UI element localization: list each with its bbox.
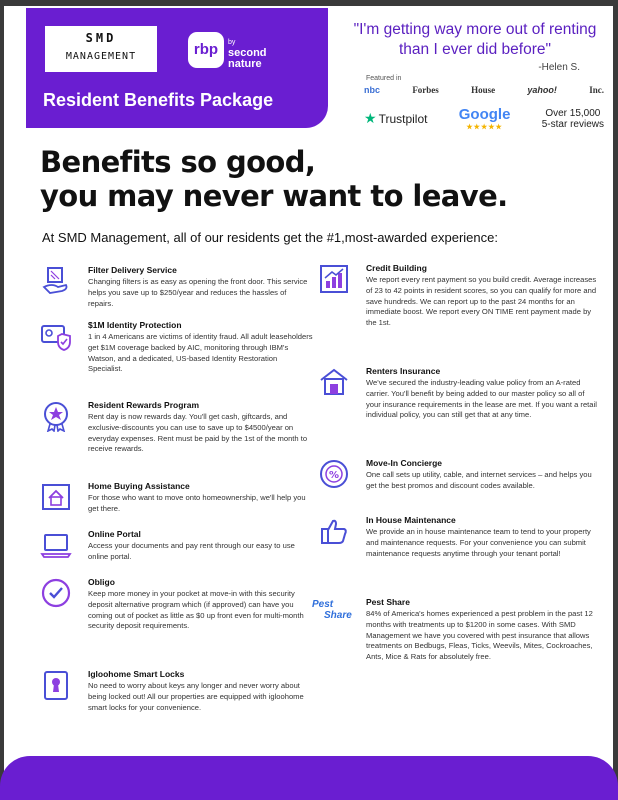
benefit-description: 84% of America's homes experienced a pest problem in the past 12 months with treatments up to $1200 in some cases. With SMD Management we have you covered with pest insurance that allows treatments on Bedbugs, Fleas, Ticks, Weevils, Mites, Cockroaches, Ants, Mice & Rats for absolutely free. — [366, 609, 593, 662]
home-buying-icon — [40, 481, 72, 513]
benefit-title: Igloohome Smart Locks — [88, 669, 185, 679]
partner-name-line2: nature — [228, 58, 262, 70]
reviews-count — [542, 108, 604, 130]
benefit-title: Home Buying Assistance — [88, 481, 190, 491]
trustpilot-logo — [364, 110, 427, 127]
rewards-badge-icon — [40, 400, 72, 432]
press-logo-nbc: nbc — [364, 85, 381, 95]
benefit-title: Move-In Concierge — [366, 458, 443, 468]
benefit-description: Changing filters is as easy as opening the front door. This service helps you save up to $250/year and reduces the hassles of repairs. — [88, 277, 308, 308]
benefit-description: Access your documents and pay rent through our easy to use online portal. — [88, 541, 295, 561]
benefit-title: Credit Building — [366, 263, 427, 273]
reviews-line2: 5-star reviews — [541, 118, 604, 130]
benefit-description: We provide an in house maintenance team to tend to your property and maintenance requests. For your convenience you can submit maintenance requests anytime through your tenant portal! — [366, 527, 591, 558]
trustpilot-star-icon: ★ — [364, 110, 377, 126]
subheadline: At SMD Management, all of our residents get the #1,most-awarded experience: — [42, 230, 498, 245]
headline-line1: Benefits so good, — [40, 145, 316, 179]
benefit-description: We've secured the industry-leading value policy from an A-rated carrier. You'll benefit by being added to our master policy so all of your insurance requirements in the lease are met. If you want a retail individual policy, you can still get that at any time. — [366, 378, 597, 420]
concierge-icon — [318, 458, 350, 490]
trustpilot-text: Trustpilot — [378, 111, 428, 126]
page-headline — [40, 145, 600, 213]
logo-bottom-text: MANAGEMENT — [65, 51, 137, 62]
benefit-description: Rent day is now rewards day. You'll get cash, giftcards, and exclusive-discounts you can use to save up to $4500/year on everyday expenses. Rent must be paid by the 1st of the month to receive rewards. — [88, 412, 308, 454]
second-nature-logo — [228, 36, 292, 70]
maintenance-hand-icon — [318, 515, 350, 547]
benefit-description: No need to worry about keys any longer and never worry about being locked out! All our properties are equipped with igloohome smart locks for your convenience. — [88, 681, 304, 712]
keyhole-icon — [40, 669, 72, 701]
google-text: Google — [458, 106, 511, 123]
benefit-description: We report every rent payment so you build credit. Average increases of 23 to 42 points in resident scores, so you can qualify for more and save hundreds. We can report up to the past 24 months for an immediate boost. We report every ON TIME rent payment made by the 1st. — [366, 275, 597, 328]
benefit-description: Keep more money in your pocket at move-in with this security deposit alternative program which (if approved) can have you coming out of pocket as little as $0 up front even for multi-month security deposit requirements. — [88, 589, 304, 631]
viewer-frame-right — [613, 0, 618, 800]
partner-name-line1: second — [228, 47, 267, 59]
benefit-title: Resident Rewards Program — [88, 400, 200, 410]
featured-in-label: Featured in — [366, 75, 402, 82]
pest-share-logo-line1: Pest — [312, 599, 334, 610]
reviews-line1: Over 15,000 — [545, 107, 601, 119]
press-logo-inc: Inc. — [589, 85, 604, 95]
press-logo-yahoo: yahoo! — [527, 85, 557, 95]
logo-top-text: SMD — [85, 31, 117, 45]
benefit-title: Renters Insurance — [366, 366, 441, 376]
testimonial-author: -Helen S. — [538, 62, 580, 73]
credit-chart-icon — [318, 263, 350, 295]
benefit-title: In House Maintenance — [366, 515, 456, 525]
laptop-icon — [40, 529, 72, 561]
partner-by-text: by — [228, 39, 236, 46]
benefit-title: $1M Identity Protection — [88, 320, 182, 330]
press-logo-forbes: Forbes — [412, 85, 439, 95]
benefit-title: Obligo — [88, 577, 115, 587]
pest-share-logo — [312, 599, 356, 627]
package-title: Resident Benefits Package — [43, 90, 274, 110]
headline-line2: you may never want to leave. — [40, 179, 508, 213]
viewer-frame-left — [0, 0, 4, 800]
press-logos — [364, 85, 604, 95]
testimonial-quote: "I'm getting way more out of renting than I ever did before" — [353, 21, 597, 58]
checkmark-circle-icon — [40, 577, 72, 609]
benefit-title: Filter Delivery Service — [88, 265, 177, 275]
renters-insurance-icon — [318, 366, 350, 398]
google-logo — [459, 106, 511, 131]
viewer-frame-top — [0, 0, 618, 6]
benefit-description: 1 in 4 Americans are victims of identity fraud. All adult leaseholders get $1M coverage backed by AIC, monitoring through IBM's Watson, and a dedicated, US-based Identity Restoration Specialist. — [88, 332, 313, 374]
benefit-description: One call sets up utility, cable, and internet services – and helps you get the best promos and discount codes available. — [366, 470, 592, 490]
pest-share-logo-line2: Share — [324, 610, 352, 621]
filter-delivery-icon — [40, 265, 72, 297]
identity-protection-icon — [40, 320, 72, 352]
benefit-title: Online Portal — [88, 529, 141, 539]
footer-band — [0, 756, 618, 800]
svg-text:%: % — [328, 470, 340, 481]
press-logo-house: House — [471, 85, 496, 95]
google-stars: ★★★★★ — [466, 124, 503, 131]
benefit-title: Pest Share — [366, 597, 410, 607]
ratings-row — [364, 106, 604, 131]
benefit-description: For those who want to move onto homeownership, we'll help you get there. — [88, 493, 306, 513]
rbp-logo: rbp — [188, 32, 224, 68]
smd-management-logo — [45, 26, 157, 72]
